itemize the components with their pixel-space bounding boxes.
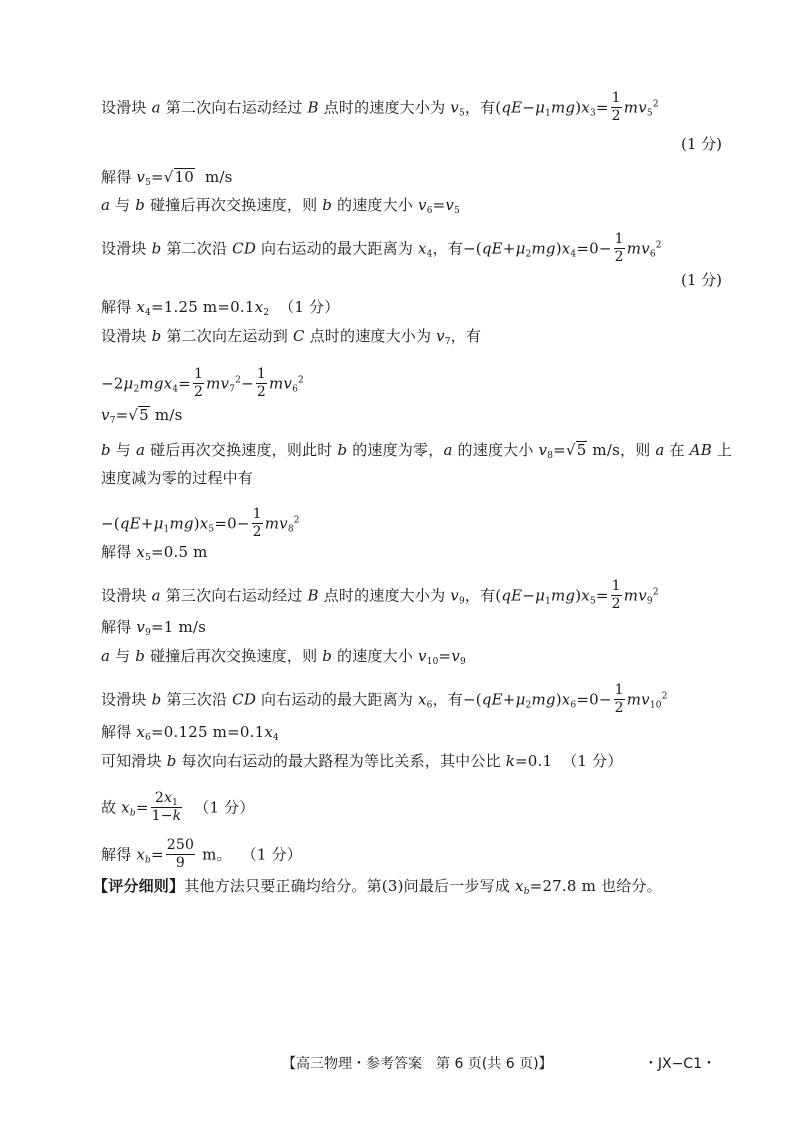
- line-2: 解得 $v_5=√10$ m/s: [101, 168, 233, 188]
- rubric-text: 其他方法只要正确均给分。第(3)问最后一步写成: [184, 877, 516, 895]
- line-4: 设滑块 b 第二次沿 CD 向右运动的最大距离为 $x_4$，有$-(qE+\mu_2mg)x_4=0-$ $\frac{1}{2}$ $mv_6^2$: [101, 231, 662, 265]
- line-12: 解得 $x_5=0.5$ m: [101, 543, 208, 563]
- points-1: (1 分): [680, 135, 722, 153]
- footer-page-info: 【高三物理・参考答案 第 6 页(共 6 页)】: [282, 1056, 553, 1072]
- rubric-line: 【评分细则】其他方法只要正确均给分。第(3)问最后一步写成 $x_b=27.8$ m 也给分。: [93, 877, 662, 897]
- line-9: b 与 a 碰后再次交换速度，则此时 b 的速度为零，a 的速度大小 $v_8=√5$ m/s，则 a 在 AB 上: [101, 441, 733, 461]
- line-20: 解得 $x_b=$ $\frac{250}{9}$ m。 （1 分）: [101, 837, 302, 871]
- points-2: (1 分): [680, 271, 722, 289]
- line-16: 设滑块 b 第三次沿 CD 向右运动的最大距离为 $x_6$，有$-(qE+\mu_2mg)x_6=0-$ $\frac{1}{2}$ $mv_{10}^2$: [101, 682, 668, 716]
- line-14: 解得 $v_9=1$ m/s: [101, 618, 207, 638]
- line-3: a 与 b 碰撞后再次交换速度，则 b 的速度大小 $v_6=v_5$: [101, 196, 461, 216]
- line-5: 解得 $x_4=1.25$ $m=0.1x_2$ （1 分）: [101, 298, 340, 318]
- line-13: 设滑块 a 第三次向右运动经过 B 点时的速度大小为 $v_9$，有$(qE-\mu_1mg)x_5=$ $\frac{1}{2}$ $mv_9^2$: [101, 578, 659, 612]
- line-15: a 与 b 碰撞后再次交换速度，则 b 的速度大小 $v_{10}=v_9$: [101, 647, 466, 667]
- line-6: 设滑块 b 第二次向左运动到 C 点时的速度大小为 $v_7$，有: [101, 327, 482, 347]
- line-19: 故 $x_b=$ $\frac{2x_1}{1-k}$ （1 分）: [101, 790, 255, 824]
- line-11: $-(qE+\mu_1mg)x_5=0-$ $\frac{1}{2}$ $mv_8^2$: [101, 506, 300, 540]
- line-18: 可知滑块 b 每次向右运动的最大路程为等比关系，其中公比 k=0.1 （1 分）: [101, 752, 623, 770]
- rubric-label: 【评分细则】: [93, 877, 185, 895]
- line-17: 解得 $x_6=0.125$ $m=0.1x_4$: [101, 723, 279, 743]
- line-10: 速度减为零的过程中有: [101, 469, 254, 487]
- line-7: $-2\mu_2mgx_4=$ $\frac{1}{2}$ $mv_7^2-$ $\frac{1}{2}$ $mv_6^2$: [101, 366, 304, 400]
- line-8: $v_7=√5$ m/s: [101, 406, 183, 426]
- line-1: 设滑块 a 第二次向右运动经过 B 点时的速度大小为 $v_5$，有$(qE-\mu_1mg)x_3=$ $\frac{1}{2}$ $mv_5^2$: [101, 90, 659, 124]
- footer-code: ・JX−C1・: [643, 1056, 716, 1072]
